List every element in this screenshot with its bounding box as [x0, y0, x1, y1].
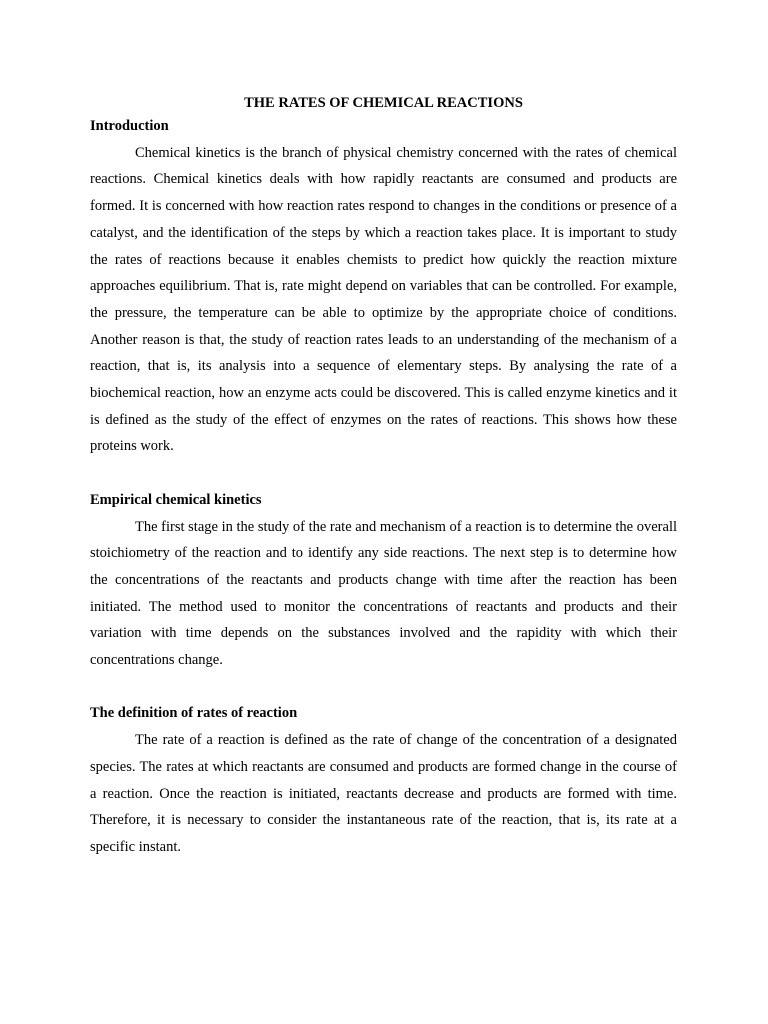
section-spacer — [90, 460, 677, 487]
section-heading-empirical-kinetics: Empirical chemical kinetics — [90, 491, 262, 508]
section-introduction — [90, 113, 677, 460]
paragraph-rate-definition: The rate of a reaction is defined as the rate of change of the concentration of a designated species. The rates at which reactants are consumed and products are formed change in the course of a reaction. Once the reaction is initiated, reactants decrease and products are formed with time. Therefore, it is necessary to consider the instantaneous rate of the reaction, that is, its rate at a specific instant. — [90, 732, 677, 855]
section-empirical-kinetics — [90, 487, 677, 674]
section-spacer — [90, 674, 677, 701]
section-heading-introduction: Introduction — [90, 118, 169, 134]
document-title: THE RATES OF CHEMICAL REACTIONS — [244, 95, 523, 111]
document-page — [90, 93, 677, 861]
paragraph-introduction: Chemical kinetics is the branch of physical chemistry concerned with the rates of chemical reactions. Chemical kinetics deals with how rapidly reactants are consumed and products are formed. It is concerned with how reaction rates respond to changes in the conditions or presence of a catalyst, and the identification of the steps by which a reaction takes place. It is important to study the rates of reactions because it enables chemists to predict how quickly the reaction mixture approaches equilibrium. That is, rate might depend on variables that can be controlled. For example, the pressure, the temperature can be able to optimize by the appropriate choice of conditions. Another reason is that, the study of reaction rates leads to an understanding of the mechanism of a reaction, that is, its analysis into a sequence of elementary steps. By analysing the rate of a biochemical reaction, how an enzyme acts could be discovered. This is called enzyme kinetics and it is defined as the study of the effect of enzymes on the rates of reactions. This shows how these proteins work. — [90, 144, 677, 455]
section-rate-definition — [90, 700, 677, 860]
section-heading-rate-definition: The definition of rates of reaction — [90, 705, 298, 722]
paragraph-empirical-kinetics: The first stage in the study of the rate and mechanism of a reaction is to determine the overall stoichiometry of the reaction and to identify any side reactions. The next step is to determine how the concentrations of the reactants and products change with time after the reaction has been initiated. The method used to monitor the concentrations of reactants and products and their variation with time depends on the substances involved and the rapidity with which their concentrations change. — [90, 518, 677, 669]
